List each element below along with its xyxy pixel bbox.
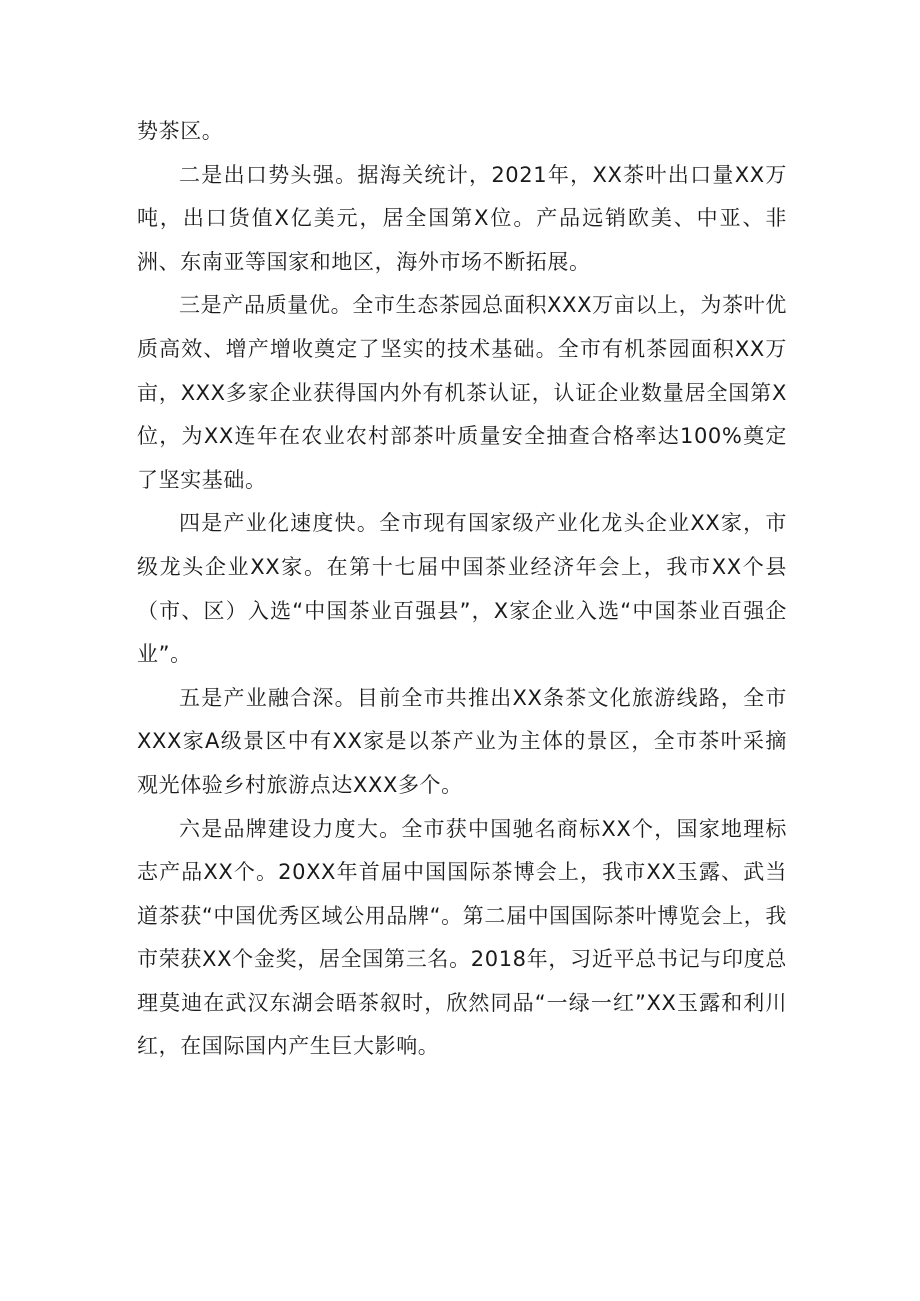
paragraph-export-momentum: 二是出口势头强。据海关统计，2021年，XX茶叶出口量XX万吨，出口货值X亿美元，居全国第X位。产品远销欧美、中亚、非洲、东南亚等国家和地区，海外市场不断拓展。 [137,162,787,274]
paragraph-product-quality: 三是产品质量优。全市生态茶园总面积XXX万亩以上，为茶叶优质高效、增产增收奠定了坚实的技术基础。全市有机茶园面积XX万亩，XXX多家企业获得国内外有机茶认证，认证企业数量居全国第X位，为XX连年在农业农村部茶叶质量安全抽查合格率达100%奠定了坚实基础。 [137,293,787,492]
paragraph-continuation: 势茶区。 [137,119,224,143]
paragraph-brand-building: 六是品牌建设力度大。全市获中国驰名商标XX个，国家地理标志产品XX个。20XX年首届中国国际茶博会上，我市XX玉露、武当道茶获“中国优秀区域公用品牌“。第二届中国国际茶叶博览会上，我市荣获XX个金奖，居全国第三名。2018年，习近平总书记与印度总理莫迪在武汉东湖会晤茶叙时，欣然同品“一绿一红”XX玉露和利川红，在国际国内产生巨大影响。 [137,816,787,1059]
document-body [137,110,787,1069]
paragraph-industry-integration: 五是产业融合深。目前全市共推出XX条茶文化旅游线路，全市XXX家A级景区中有XX家是以茶产业为主体的景区，全市茶叶采摘观光体验乡村旅游点达XXX多个。 [137,685,787,797]
paragraph-industrialization: 四是产业化速度快。全市现有国家级产业化龙头企业XX家，市级龙头企业XX家。在第十七届中国茶业经济年会上，我市XX个县（市、区）入选“中国茶业百强县”，X家企业入选“中国茶业百强企业”。 [137,511,787,667]
